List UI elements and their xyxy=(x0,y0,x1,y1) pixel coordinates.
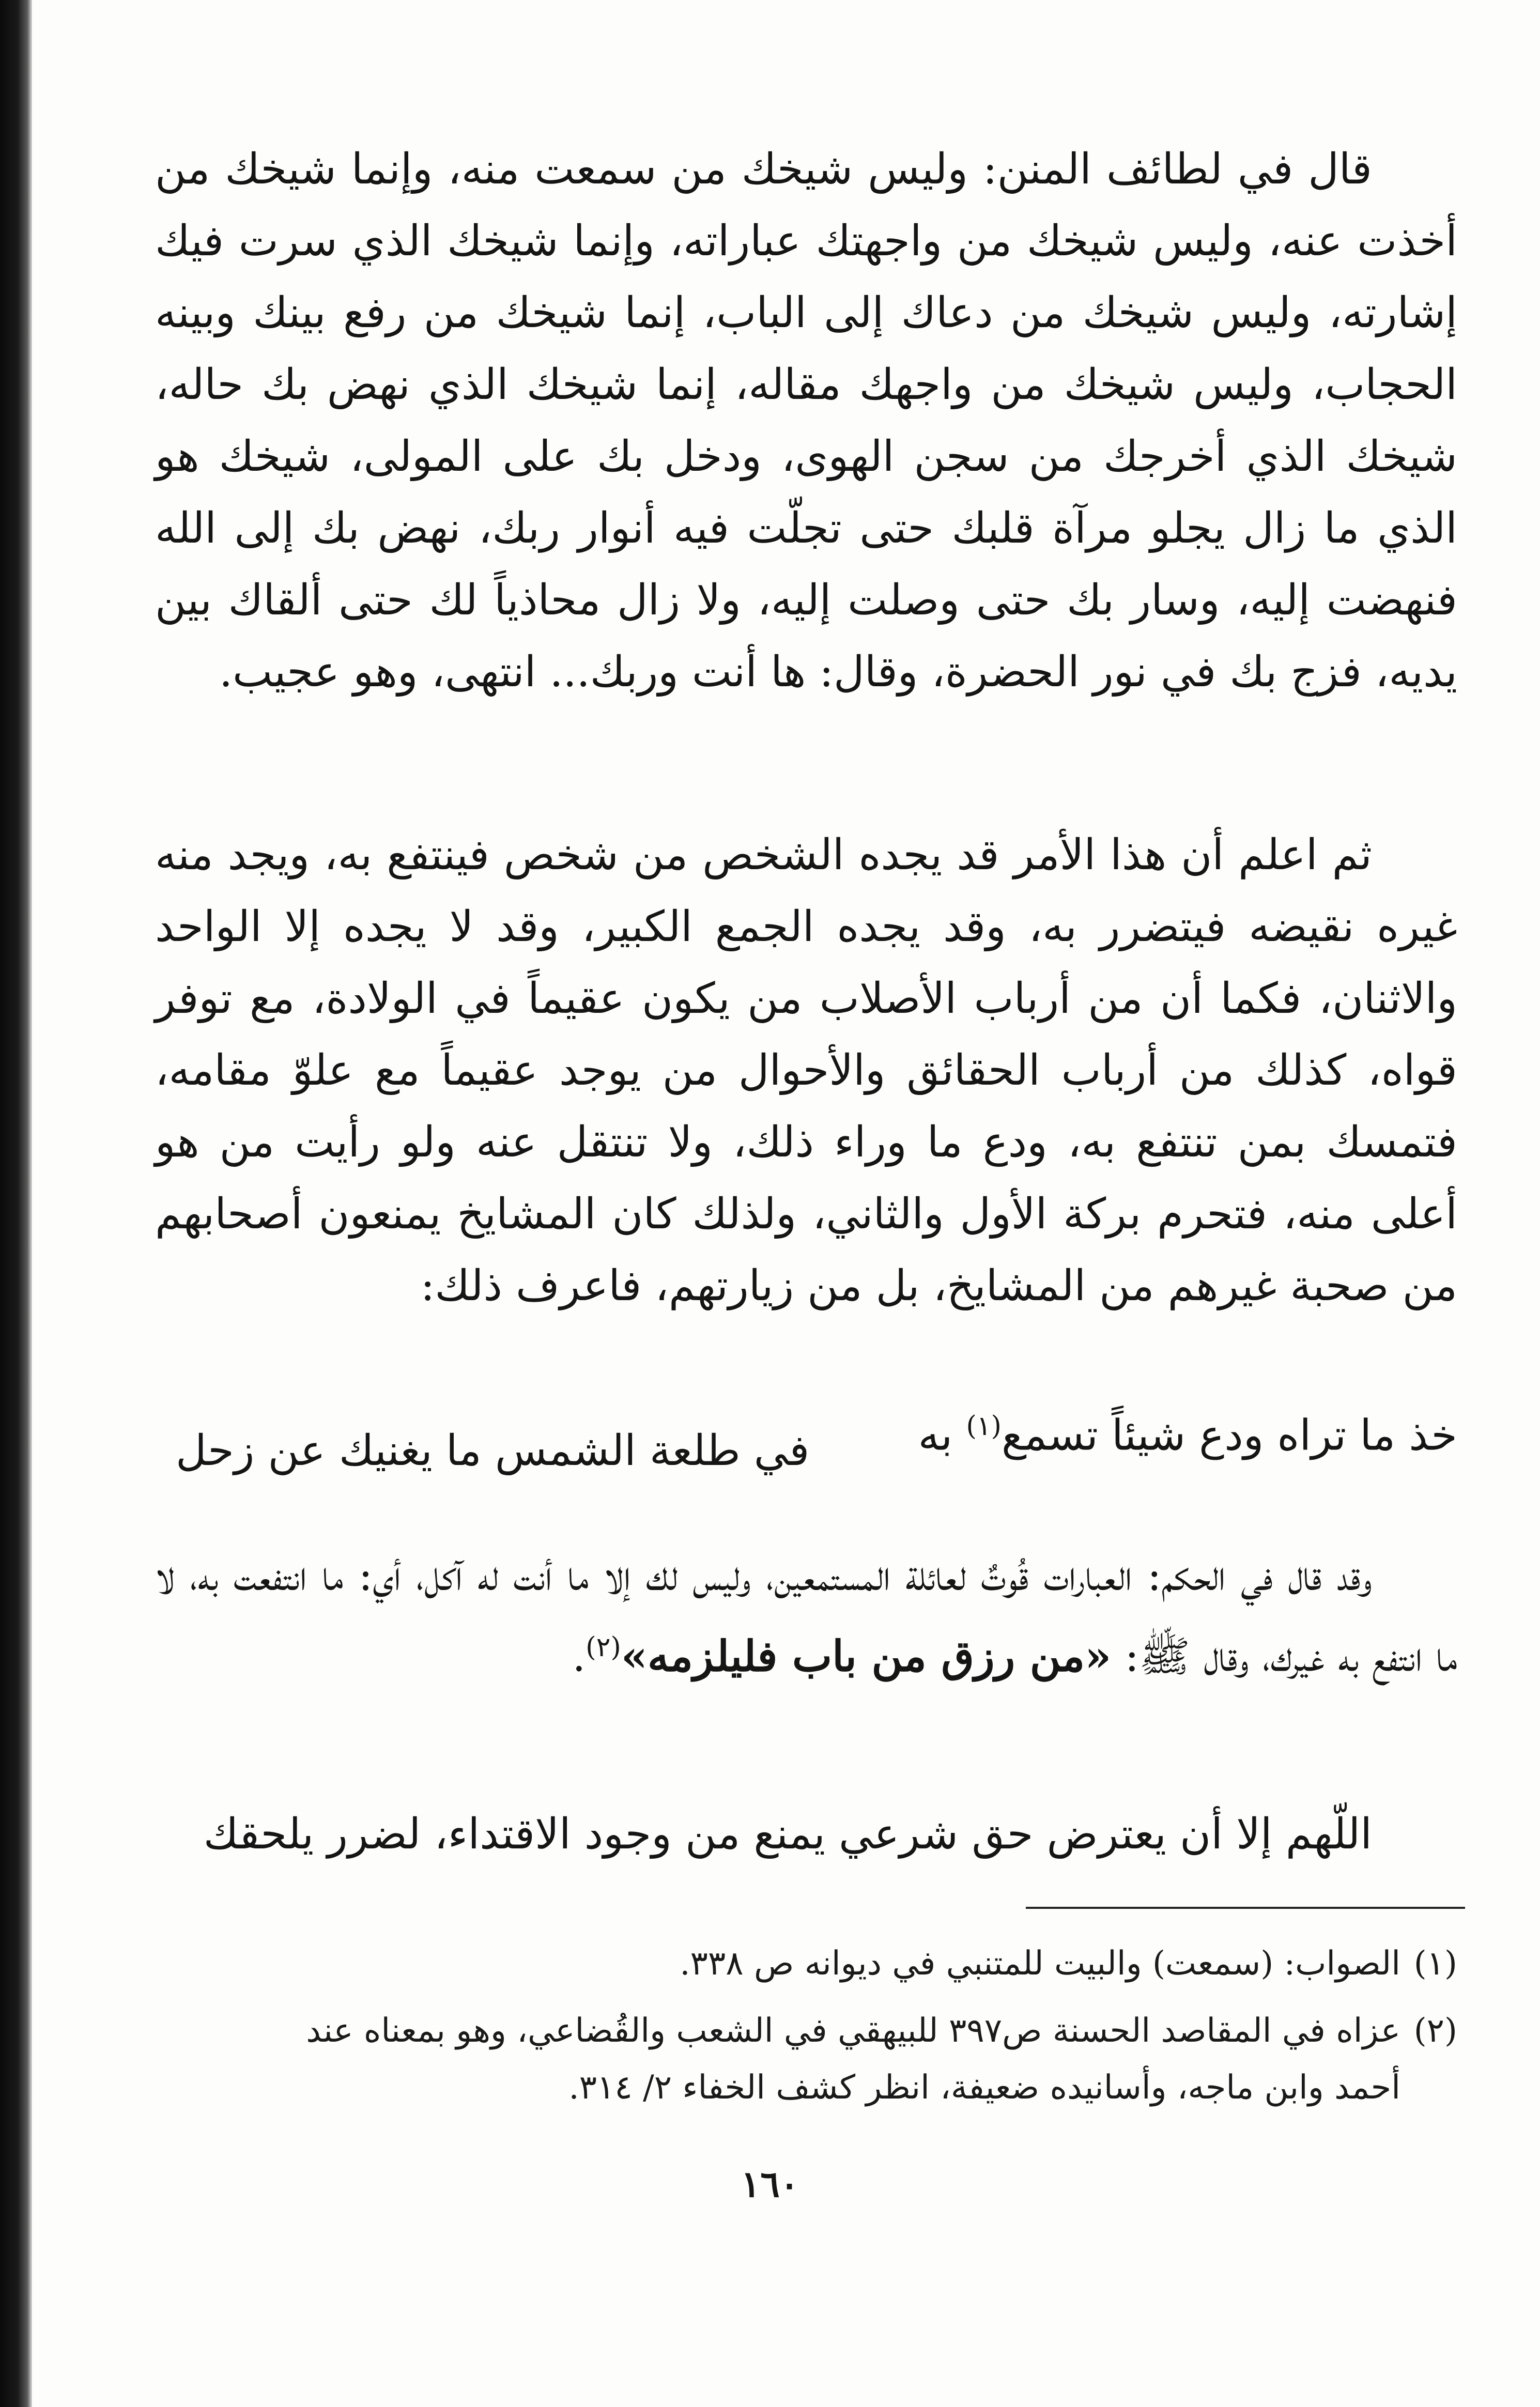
paragraph-1 xyxy=(155,133,1457,708)
paragraph-2 xyxy=(155,819,1457,1322)
paragraph-1-text: قال في لطائف المنن: وليس شيخك من سمعت منه، وإنما شيخك من أخذت عنه، وليس شيخك من واجهتك عباراته، وإنما شيخك الذي سرت فيك إشارته، وليس شيخك من دعاك إلى الباب، إنما شيخك من رفع بينك وبينه الحجاب، وليس شيخك من واجهك مقاله، إنما شيخك الذي نهض بك حاله، شيخك الذي أخرجك من سجن الهوى، ودخل بك على المولى، شيخك هو الذي ما زال يجلو مرآة قلبك حتى تجلّت فيه أنوار ربك، نهض بك إلى الله فنهضت إليه، وسار بك حتى وصلت إليه، ولا زال محاذياً لك حتى ألقاك بين يديه، فزج بك في نور الحضرة، وقال: ها أنت وربك... انتهى، وهو عجيب. xyxy=(155,145,1457,697)
footnote-2-text: عزاه في المقاصد الحسنة ص٣٩٧ للبيهقي في الشعب والقُضاعي، وهو بمعناه عند xyxy=(306,2012,1400,2050)
paragraph-2-text: ثم اعلم أن هذا الأمر قد يجده الشخص من شخص فينتفع به، ويجد منه غيره نقيضه فيتضرر به، وقد يجده الجمع الكبير، وقد لا يجده إلا الواحد والاثنان، فكما أن من أرباب الأصلاب من يكون عقيماً في الولادة، مع توفر قواه، كذلك من أرباب الحقائق والأحوال من يوجد عقيماً مع علوّ مقامه، فتمسك بمن تنتفع به، ودع ما وراء ذلك، ولا تنتقل عنه ولو رأيت من هو أعلى منه، فتحرم بركة الأول والثاني، ولذلك كان المشايخ يمنعون أصحابهم من صحبة غيرهم من المشايخ، بل من زيارتهم، فاعرف ذلك: xyxy=(155,830,1457,1310)
verse-first-hemistich-text: خذ ما تراه ودع شيئاً تسمع xyxy=(1001,1411,1457,1460)
verse-second-hemistich: في طلعة الشمس ما يغنيك عن زحل xyxy=(176,1426,810,1475)
footnote-1-number: (١) xyxy=(1413,1945,1457,1983)
verse-first-hemistich xyxy=(918,1411,1457,1460)
page-number: ١٦٠ xyxy=(741,2163,799,2205)
footnotes xyxy=(155,1935,1457,2126)
paragraph-3-end: . xyxy=(572,1632,586,1681)
footnote-2-number: (٢) xyxy=(1413,2012,1457,2050)
paragraph-3-body: وقد قال في الحكم: العبارات قُوتٌ لعائلة المستمعين، وليس لك إلا ما أنت له آكل، أي: ما انتفعت به، لا ما انتفع به غيرك، وقال ﷺ: xyxy=(155,1551,1457,1681)
paragraph-3 xyxy=(155,1540,1457,1692)
footnote-separator xyxy=(1026,1907,1465,1909)
footnote-marker-1: (١) xyxy=(966,1411,1002,1442)
footnote-1 xyxy=(155,1935,1457,1992)
paragraph-4-text: اللّهم إلا أن يعترض حق شرعي يمنع من وجود الاقتداء، لضرر يلحقك xyxy=(203,1810,1372,1859)
hadith-quote: «من رزق من باب فليلزمه» xyxy=(621,1631,1112,1681)
poetry-verse xyxy=(155,1411,1457,1483)
footnote-2-continuation: أحمد وابن ماجه، وأسانيده ضعيفة، انظر كشف الخفاء ٢/ ٣١٤. xyxy=(568,2069,1400,2107)
paragraph-3-text xyxy=(155,1540,1457,1692)
paragraph-4 xyxy=(155,1798,1457,1870)
verse-first-hemistich-end: به xyxy=(918,1411,966,1460)
footnote-marker-2: (٢) xyxy=(586,1632,621,1663)
footnote-1-text: الصواب: (سمعت) والبيت للمتنبي في ديوانه ص ٣٣٨. xyxy=(680,1945,1400,1983)
footnote-2 xyxy=(155,2002,1457,2059)
book-spine-shadow xyxy=(0,0,32,2407)
